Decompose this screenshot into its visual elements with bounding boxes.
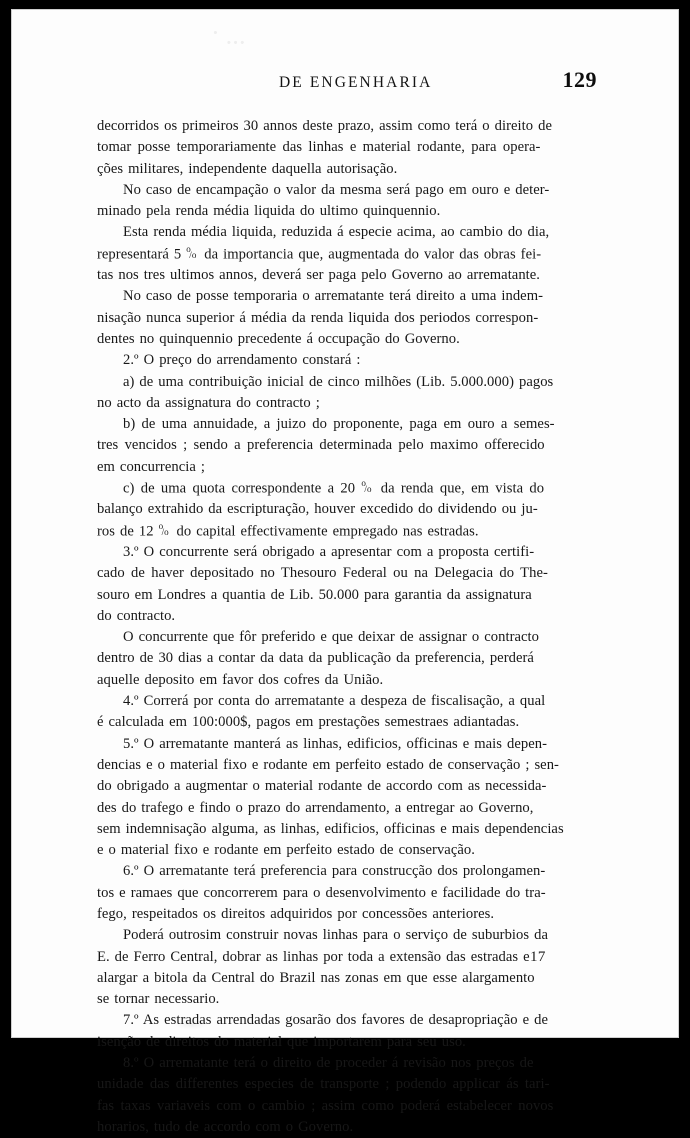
text-line: balanço extrahido da escripturação, houver excedido do dividendo ou ju- bbox=[97, 501, 538, 518]
per-cent-glyph: o /o bbox=[186, 244, 197, 260]
text-line: No caso de encampação o valor da mesma será pago em ouro e deter- bbox=[123, 181, 550, 198]
text-line: fas taxas variaveis com o cambio ; assim como poderá estabelecer novos bbox=[97, 1097, 554, 1114]
text-line: decorridos os primeiros 30 annos deste prazo, assim como terá o direito de bbox=[97, 118, 552, 134]
text-line: c) de uma quota correspondente a 20 o /o da renda que, em vista do bbox=[123, 478, 545, 497]
text-line: des do trafego e findo o prazo do arrendamento, a entregar ao Governo, bbox=[97, 799, 534, 816]
text-line: minado pela renda média liquida do ultimo quinquennio. bbox=[97, 203, 441, 220]
text-line: dentro de 30 dias a contar da data da publicação da preferencia, perderá bbox=[97, 650, 534, 667]
text-line: no acto da assignatura do contracto ; bbox=[97, 394, 320, 411]
page-title: DE ENGENHARIA bbox=[279, 74, 433, 91]
text-line: 5.º O arrematante manterá as linhas, edificios, officinas e mais depen- bbox=[123, 735, 548, 752]
text-line: é calculada em 100:000$, pagos em prestações semestraes adiantadas. bbox=[97, 714, 520, 731]
text-line: isenção de direitos do material que importarem para seu uso. bbox=[97, 1033, 466, 1050]
text-line: fego, respeitados os direitos adquiridos por concessões anteriores. bbox=[97, 905, 495, 922]
text-line: Poderá outrosim construir novas linhas para o serviço de suburbios da bbox=[123, 927, 548, 944]
text-line: 2.º O preço do arrendamento constará : bbox=[123, 352, 361, 369]
text-line: sem indemnisação alguma, as linhas, edificios, officinas e mais dependencias bbox=[97, 820, 564, 837]
text-line: E. de Ferro Central, dobrar as linhas por toda a extensão das estradas e bbox=[97, 948, 530, 965]
text-line: souro em Londres a quantia de Lib. 50.000 para garantia da assignatura bbox=[97, 586, 532, 603]
text-line: representará 5 o /o da importancia que, augmentada do valor das obras fei- bbox=[97, 244, 542, 263]
text-line: cado de haver depositado no Thesouro Federal ou na Delegacia do The- bbox=[97, 565, 548, 582]
text-line: ros de 12 o /o do capital effectivamente empregado nas estradas. bbox=[97, 520, 479, 540]
page-number: 129 bbox=[562, 67, 597, 92]
text-line: tas nos tres ultimos annos, deverá ser paga pelo Governo ao arrematante. bbox=[97, 267, 540, 284]
text-line: aquelle deposito em favor dos cofres da União. bbox=[97, 671, 384, 688]
text-line: do obrigado a augmentar o material rodante de accordo com as necessida- bbox=[97, 778, 547, 795]
bleed-through-mark-top bbox=[207, 27, 249, 49]
text-line: horarios, tudo de accordo com o Governo. bbox=[97, 1118, 354, 1135]
text-line: do contracto. bbox=[97, 607, 176, 624]
text-line: No caso de posse temporaria o arrematante terá direito a uma indem- bbox=[123, 288, 544, 305]
text-line: tres vencidos ; sendo a preferencia determinada pelo maximo offerecido bbox=[97, 437, 545, 454]
text-line: em concurrencia ; bbox=[97, 458, 205, 475]
text-line: e o material fixo e rodante em perfeito estado de conservação. bbox=[97, 842, 475, 859]
text-line: tos e ramaes que concorrerem para o desenvolvimento e facilidade do tra- bbox=[97, 884, 546, 901]
text-line: alargar a bitola da Central do Brazil nas zonas em que esse alargamento bbox=[97, 969, 535, 986]
text-line: dentes no quinquennio precedente á occupação do Governo. bbox=[97, 330, 460, 347]
text-line: a) de uma contribuição inicial de cinco milhões (Lib. 5.000.000) pagos bbox=[123, 373, 554, 390]
text-line: O concurrente que fôr preferido e que deixar de assignar o contracto bbox=[123, 629, 540, 646]
text-line: dencias e o material fixo e rodante em perfeito estado de conservação ; sen- bbox=[97, 756, 559, 773]
per-cent-glyph: o /o bbox=[158, 520, 169, 537]
signature-mark: 17 bbox=[530, 949, 546, 965]
text-line: 6.º O arrematante terá preferencia para construcção dos prolongamen- bbox=[123, 863, 546, 880]
running-head bbox=[97, 67, 597, 93]
text-line: 7.º As estradas arrendadas gosarão dos favores de desapropriação e de bbox=[123, 1012, 548, 1029]
text-line: b) de uma annuidade, a juizo do proponente, paga em ouro a semes- bbox=[123, 416, 555, 433]
text-line: Esta renda média liquida, reduzida á especie acima, ao cambio do dia, bbox=[123, 224, 550, 241]
body-text-block bbox=[97, 116, 599, 1138]
text-line: 4.º Correrá por conta do arrematante a despeza de fiscalisação, a qual bbox=[123, 693, 546, 710]
text-line: unidade das differentes especies de transporte ; podendo applicar ás tari- bbox=[97, 1076, 550, 1093]
text-line: se tornar necessario. bbox=[97, 991, 220, 1008]
per-cent-glyph: o /o bbox=[361, 478, 372, 495]
page-sheet bbox=[11, 9, 679, 1135]
text-line: 8.º O arrematante terá o direito de proceder á revisão nos preços de bbox=[123, 1055, 534, 1072]
text-line: ções militares, independente daquella autorisação. bbox=[97, 160, 398, 177]
text-line: nisação nunca superior á média da renda liquida dos periodos correspon- bbox=[97, 309, 539, 326]
text-line: 3.º O concurrente será obrigado a apresentar com a proposta certifi- bbox=[123, 543, 535, 560]
text-line: tomar posse temporariamente das linhas e material rodante, para opera- bbox=[97, 139, 541, 156]
